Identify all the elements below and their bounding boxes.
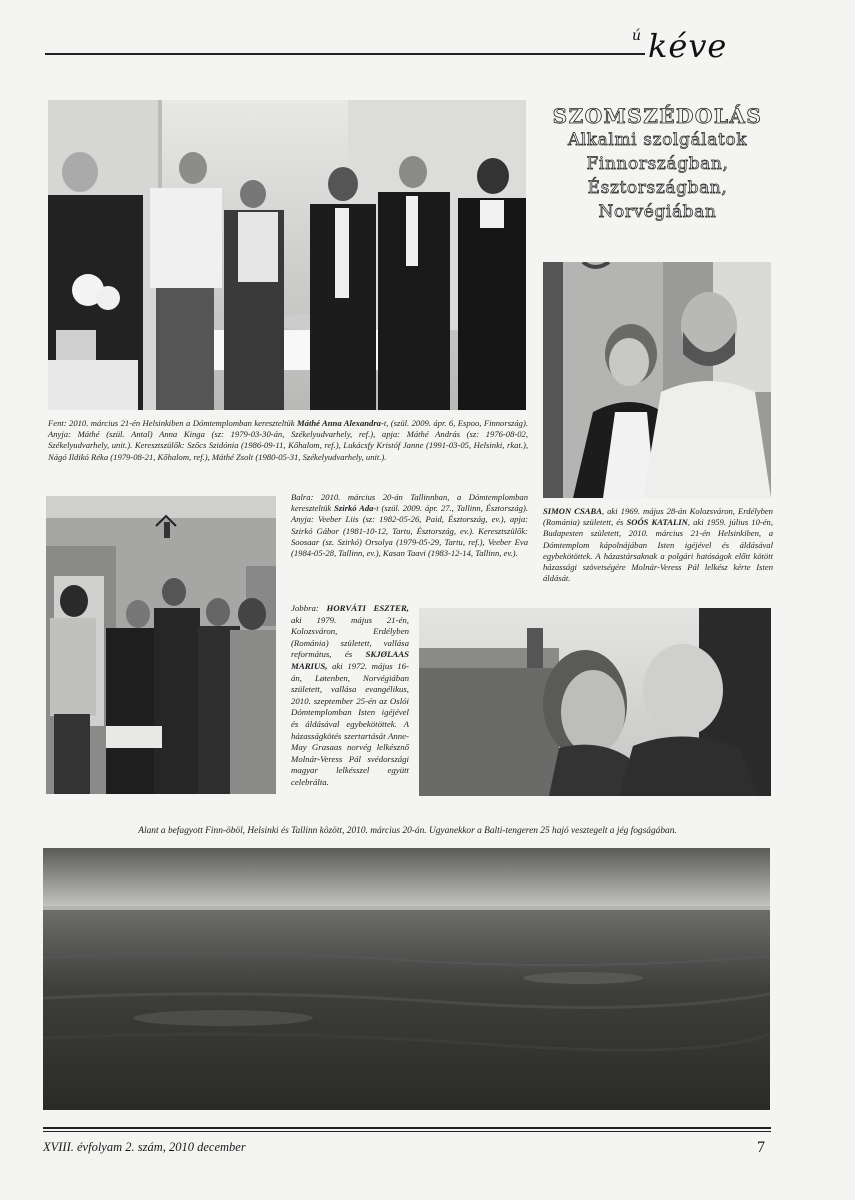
caption-jobbra-text-2: aki 1979. május 21-én, Kolozsváron, Erdélyben (Románia) született, vallása református, és xyxy=(291,614,409,660)
caption-simon-text-1: , aki 1969. május 28-án Kolozsváron, Erdélyben (Románia) született, és xyxy=(543,506,773,528)
caption-finn-gulf: Alant a befagyott Finn-öböl, Helsinki és Tallinn között, 2010. március 20-án. Ugyanekkor a Balti-tengeren 25 hajó vesztegelt a jég fogságában. xyxy=(138,826,677,836)
caption-tallinn-text-2: -t (szül. 2009. ápr. 27., Tallinn, Észtország). Anyja: Veeber Liis (sz: 1982-05-26, Paid, Észtország, ev.), apja: Szirkó Gábor (1981-10-12, Tartu, Észtország, ev.). Keresztszülők: Soosaar (sz. Szirkó) Orsolya (1979-05-29, Tartu, ref.), Veeber Eva (1984-05-28, Tallinn, ev.), Kasan Taavi (1983-12-14, Tallinn, ev.). xyxy=(291,503,528,559)
caption-horvati-skjolaas xyxy=(291,603,409,789)
caption-simon-soos xyxy=(543,506,773,584)
issue-info: XVIII. évfolyam 2. szám, 2010 december xyxy=(43,1140,246,1154)
article-title-block xyxy=(535,104,780,224)
article-title: SZOMSZÉDOLÁS xyxy=(552,104,763,128)
photo-horvati-skjolaas-couple xyxy=(419,608,771,796)
caption-simon-name: SIMON CSABA xyxy=(543,506,602,516)
photo-frozen-gulf-of-finland xyxy=(43,848,770,1110)
caption-jobbra-text-1: Jobbra: xyxy=(291,603,327,613)
caption-helsinki-baptism xyxy=(48,418,528,463)
logo-prefix: ú xyxy=(632,28,642,44)
caption-simon-text-2: , aki 1959. július 10-én, Budapesten született, 2010. március 21-én Helsinkiben, a Dómtemplom kápolnájában Isten igéjével és áldásával egybekötöttek. A házastársaknak a polgári hatóságok előtt kötött házassági szövetségére Molnár-Veress Pál lelkész kérte Isten áldását. xyxy=(543,517,773,584)
caption-jobbra-text-3: aki 1972. május 16-án, Løtenben, Norvégiában született, vallása evangélikus, 2010. szeptember 25-én az Oslói Dómtemplomban Isten igéjével és áldásával egybekötöttek. A házasságkötés szertartását Anne-May Grasaas norvég lelkésznő Molnár-Veress Pál svédországi magyar lelkésszel együtt celebrálta. xyxy=(291,660,409,787)
caption-soos-name: SOÓS KATALIN xyxy=(626,517,688,528)
photo-tallinn-baptism xyxy=(46,496,276,794)
caption-helsinki-text-2: -t, (szül. 2009. ápr. 6, Espoo, Finnország). Anyja: Máthé (szül. Antal) Anna Kinga (sz: 1979-03-30-án, Székelyudvarhely, ref.), apja: Máthé András (sz: 1976-08-02, Székelyudvarhely, unit.). Keresztszülők: Szőcs Szidónia (1986-09-11, Kőhalom, ref.), Lukácsfy Kristóf Janne (1991-03-05, Helsinki, rkat.), Nágó Ildikó Réka (1979-08-21, Kőhalom, ref.), Máthé Zsolt (1980-05-31, Székelyudvarhely, unit.). xyxy=(48,418,528,462)
caption-helsinki-text-1: Fent: 2010. március 21-én Helsinkiben a Dómtemplomban kereszteltük xyxy=(48,418,298,428)
caption-skjolaas-name: SKJØLAAS MARIUS, xyxy=(291,649,409,671)
caption-tallinn-text-1: Balra: 2010. március 20-án Tallinnban, a Dómtemplomban kereszteltük xyxy=(291,492,528,514)
article-subtitle-line-3: Észtországban, xyxy=(587,178,728,198)
photo-simon-soos-couple xyxy=(543,262,771,498)
caption-helsinki-name: Máthé Anna Alexandra xyxy=(297,418,381,428)
magazine-logo: kéve xyxy=(648,27,728,65)
article-subtitle-line-4: Norvégiában xyxy=(598,202,717,222)
caption-tallinn-baptism xyxy=(291,492,528,559)
article-subtitle-line-2: Finnországban, xyxy=(586,154,729,174)
footer-rule-bottom xyxy=(43,1131,771,1132)
page-number: 7 xyxy=(757,1139,765,1156)
caption-horvati-name: HORVÁTI ESZTER, xyxy=(326,603,409,613)
footer-rule-top xyxy=(43,1127,771,1129)
header-rule xyxy=(45,53,645,55)
article-subtitle-line-1: Alkalmi szolgálatok xyxy=(567,130,748,150)
caption-tallinn-name: Szirkó Ada xyxy=(334,503,374,514)
photo-helsinki-baptism xyxy=(48,100,526,410)
